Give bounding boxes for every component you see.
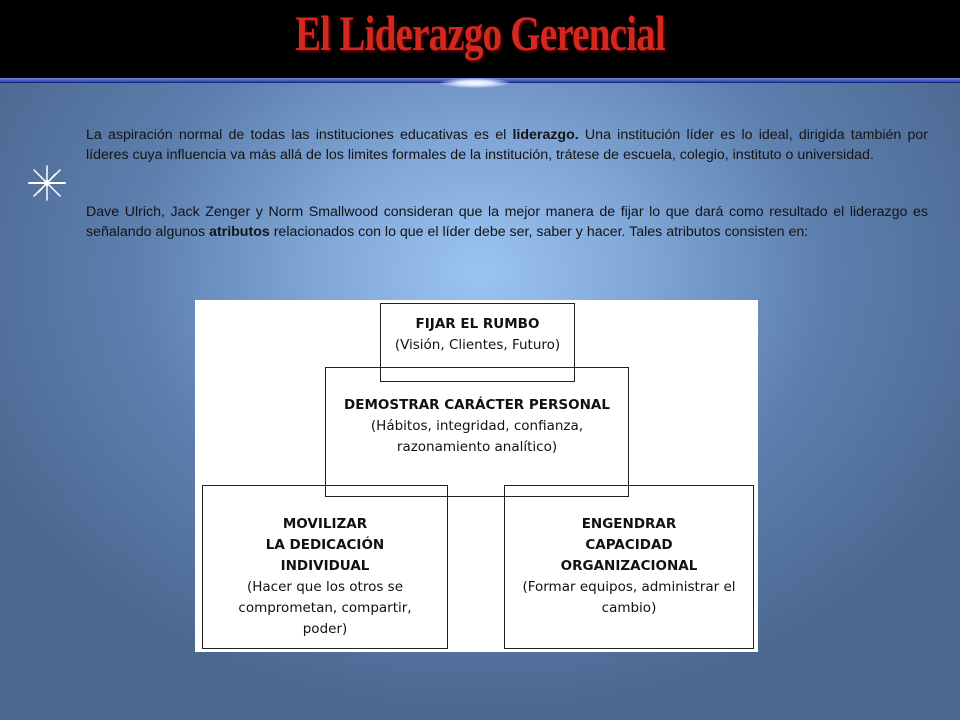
caracter-heading: DEMOSTRAR CARÁCTER PERSONAL (344, 397, 610, 413)
engendrar-heading-line3: ORGANIZACIONAL (560, 558, 698, 574)
intro-bold-term: liderazgo. (512, 127, 579, 143)
engendrar-heading-line1: ENGENDRAR (581, 516, 677, 532)
box-engendrar-text (505, 514, 753, 619)
movilizar-detail-line3: poder) (302, 621, 348, 637)
leadership-attributes-diagram (195, 300, 758, 652)
attributes-paragraph (86, 202, 928, 242)
movilizar-heading-line2: LA DEDICACIÓN (265, 537, 385, 553)
movilizar-heading-line1: MOVILIZAR (282, 516, 368, 532)
caracter-detail-line1: (Hábitos, integridad, confianza, (370, 418, 584, 434)
caracter-detail-line2: razonamiento analítico) (396, 439, 558, 455)
box-movilizar-text (203, 514, 447, 640)
title-bar (0, 0, 960, 80)
engendrar-detail-line1: (Formar equipos, administrar el (522, 579, 736, 595)
movilizar-detail-line2: comprometan, compartir, (238, 600, 412, 616)
box-caracter-text (326, 395, 628, 458)
box-fijar-rumbo-text (381, 314, 574, 356)
fijar-rumbo-heading: FIJAR EL RUMBO (415, 316, 540, 332)
box-engendrar (504, 485, 754, 649)
intro-text-end: Una institución líder es lo ideal, dirigida también por líderes cuya influencia va más allá de los limites formales de la institución, trátese de escuela, colegio, instituto o universidad. (86, 127, 928, 163)
box-caracter-personal (325, 367, 629, 497)
intro-paragraph (86, 125, 928, 165)
intro-text-start: La aspiración normal de todas las instituciones educativas es el (86, 127, 513, 143)
attributes-text-end: relacionados con lo que el líder debe ser, saber y hacer. Tales atributos consisten en: (269, 224, 809, 240)
attributes-text-start: Dave Ulrich, Jack Zenger y Norm Smallwood consideran que la mejor manera de fijar lo que dará como resultado el liderazgo es señalando algunos (86, 204, 928, 240)
fijar-rumbo-detail: (Visión, Clientes, Futuro) (394, 337, 561, 353)
sparkle-icon (26, 162, 68, 204)
divider-glow (440, 78, 510, 88)
box-movilizar (202, 485, 448, 649)
attributes-bold-term: atributos (209, 224, 270, 240)
engendrar-heading-line2: CAPACIDAD (585, 537, 673, 553)
movilizar-detail-line1: (Hacer que los otros se (246, 579, 404, 595)
movilizar-heading-line3: INDIVIDUAL (280, 558, 370, 574)
slide-title: El Liderazgo Gerencial (295, 5, 665, 61)
engendrar-detail-line2: cambio) (601, 600, 657, 616)
